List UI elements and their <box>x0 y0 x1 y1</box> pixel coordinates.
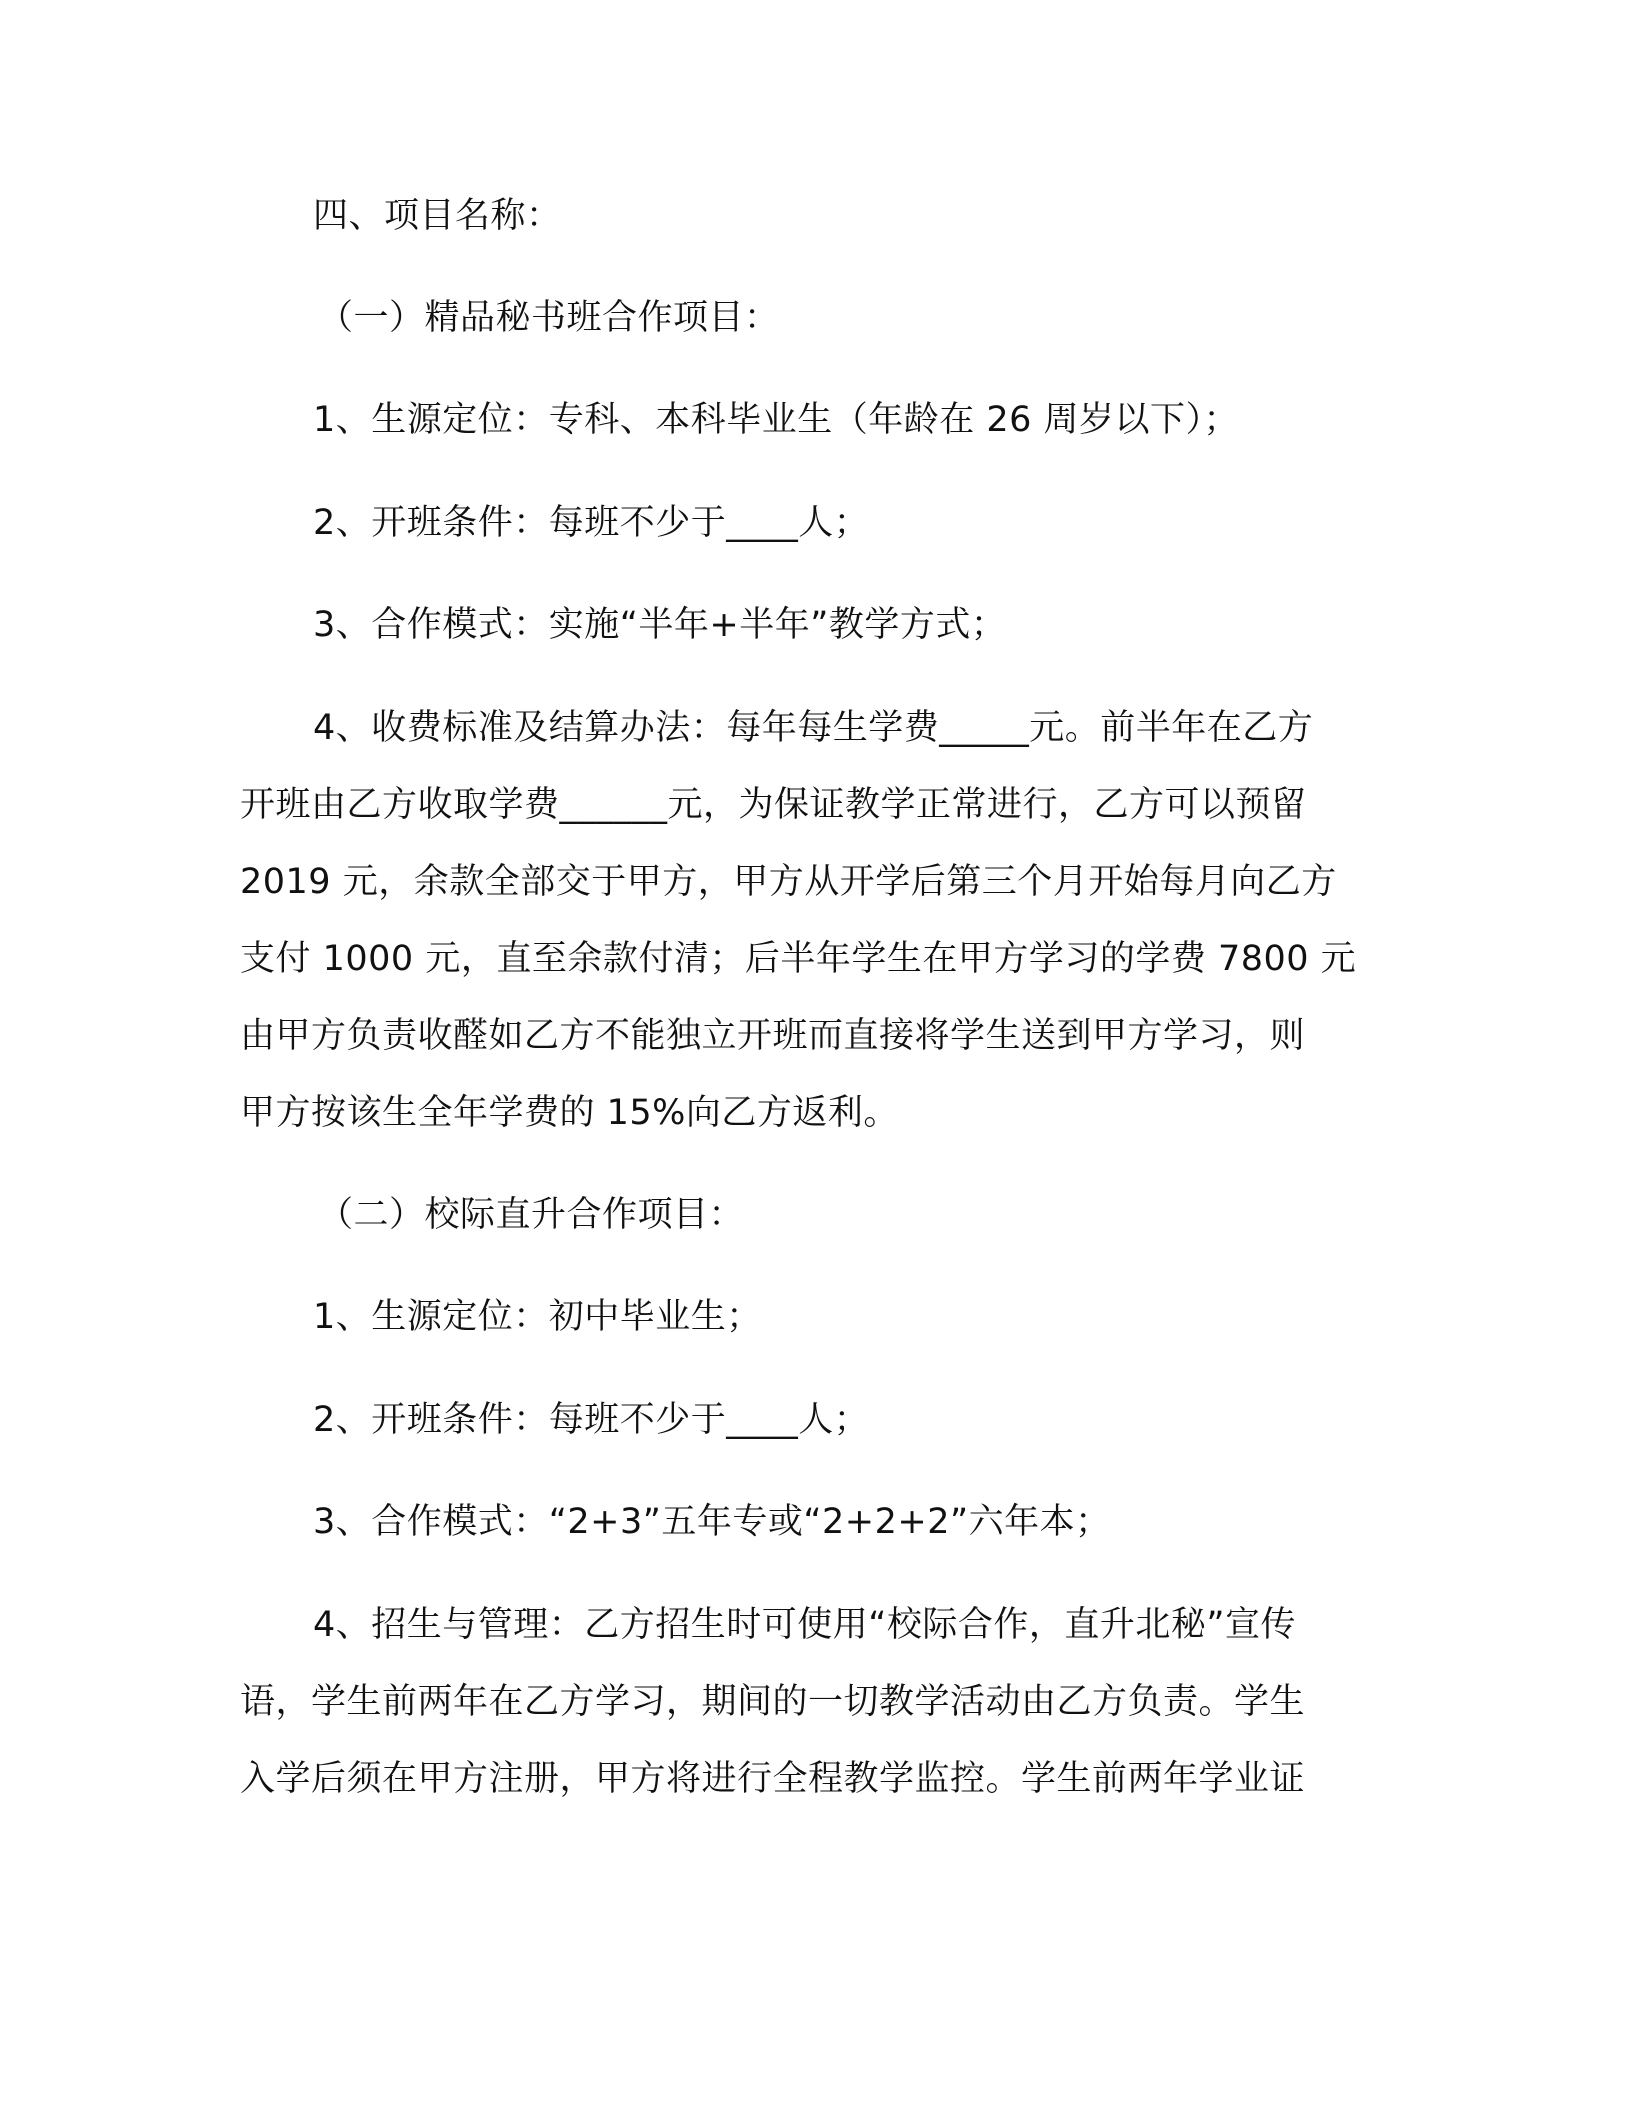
paragraph-line: 4、收费标准及结算办法：每年每生学费_____元。前半年在乙方 <box>313 708 1314 748</box>
subsection-heading-2: （二）校际直升合作项目： <box>318 1195 745 1235</box>
paragraph-line: 2019 元，余款全部交于甲方，甲方从开学后第三个月开始每月向乙方 <box>240 862 1337 902</box>
paragraph-line: 1、生源定位：专科、本科毕业生（年龄在 26 周岁以下）； <box>313 400 1240 440</box>
paragraph-line: 入学后须在甲方注册，甲方将进行全程教学监控。学生前两年学业证 <box>240 1759 1306 1799</box>
section-heading-4: 四、项目名称： <box>313 196 562 236</box>
paragraph-line: 甲方按该生全年学费的 15%向乙方返利。 <box>240 1093 899 1133</box>
paragraph-line: 3、合作模式：实施“半年+半年”教学方式； <box>313 605 1007 645</box>
paragraph-line: 语，学生前两年在乙方学习，期间的一切教学活动由乙方负责。学生 <box>240 1682 1306 1722</box>
paragraph-line: 开班由乙方收取学费______元，为保证教学正常进行，乙方可以预留 <box>240 785 1307 825</box>
paragraph-line: 由甲方负责收醛如乙方不能独立开班而直接将学生送到甲方学习，则 <box>240 1016 1306 1056</box>
paragraph-line: 2、开班条件：每班不少于____人； <box>313 503 870 543</box>
paragraph-line: 4、招生与管理：乙方招生时可使用“校际合作，直升北秘”宣传 <box>313 1605 1297 1645</box>
paragraph-line: 2、开班条件：每班不少于____人； <box>313 1400 870 1440</box>
paragraph-line: 1、生源定位：初中毕业生； <box>313 1297 762 1337</box>
paragraph-line: 3、合作模式：“2+3”五年专或“2+2+2”六年本； <box>313 1502 1111 1542</box>
paragraph-line: 支付 1000 元，直至余款付清；后半年学生在甲方学习的学费 7800 元 <box>240 939 1357 979</box>
subsection-heading-1: （一）精品秘书班合作项目： <box>318 298 780 338</box>
